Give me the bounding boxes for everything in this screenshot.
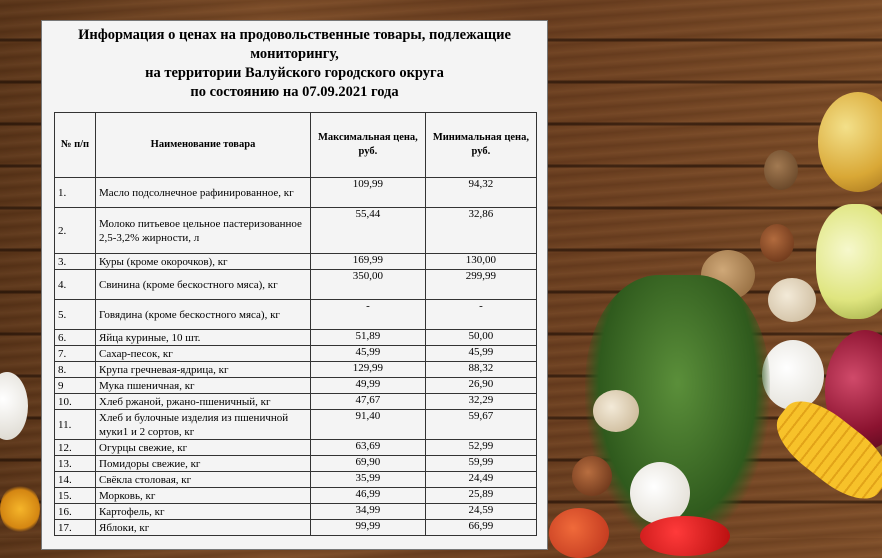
price-document — [41, 20, 548, 550]
cell-min: 66,99 — [425, 520, 536, 536]
table-row — [55, 440, 537, 456]
cell-name: Свёкла столовая, кг — [96, 472, 311, 488]
cell-n: 4. — [55, 270, 96, 300]
cell-n: 3. — [55, 254, 96, 270]
table-row — [55, 488, 537, 504]
cell-name: Хлеб ржаной, ржано-пшеничный, кг — [96, 394, 311, 410]
cell-name: Яйца куриные, 10 шт. — [96, 330, 311, 346]
cell-min: 25,89 — [425, 488, 536, 504]
table-row — [55, 378, 537, 394]
nutmeg-image — [764, 150, 798, 190]
cell-max: 35,99 — [311, 472, 426, 488]
price-table — [54, 112, 537, 536]
title-line-4: по состоянию на 07.09.2021 года — [190, 84, 399, 100]
header-min: Минимальная цена, руб. — [425, 113, 536, 178]
cell-min: - — [425, 300, 536, 330]
cell-name: Свинина (кроме бескостного мяса), кг — [96, 270, 311, 300]
pepper-image — [816, 204, 882, 319]
table-row — [55, 300, 537, 330]
cell-min: 59,67 — [425, 410, 536, 440]
title-line-1: Информация о ценах на продовольственные товары, подлежащие — [78, 27, 511, 43]
cell-name: Огурцы свежие, кг — [96, 440, 311, 456]
cell-name: Куры (кроме окорочков), кг — [96, 254, 311, 270]
cell-n: 7. — [55, 346, 96, 362]
cell-name: Хлеб и булочные изделия из пшеничной муки1 и 2 сортов, кг — [96, 410, 311, 440]
cell-max: 55,44 — [311, 208, 426, 254]
cell-name: Мука пшеничная, кг — [96, 378, 311, 394]
cell-min: 24,49 — [425, 472, 536, 488]
table-row — [55, 362, 537, 378]
cell-min: 299,99 — [425, 270, 536, 300]
table-row — [55, 394, 537, 410]
table-row — [55, 178, 537, 208]
table-row — [55, 208, 537, 254]
cell-min: 32,29 — [425, 394, 536, 410]
cell-min: 50,00 — [425, 330, 536, 346]
table-row — [55, 330, 537, 346]
price-table-body — [55, 178, 537, 536]
cell-n: 5. — [55, 300, 96, 330]
cell-n: 8. — [55, 362, 96, 378]
cell-min: 59,99 — [425, 456, 536, 472]
tomato-image — [549, 508, 609, 558]
cell-name: Молоко питьевое цельное пастеризованное 2,5-3,2% жирности, л — [96, 208, 311, 254]
cell-n: 10. — [55, 394, 96, 410]
garlic-image — [762, 340, 824, 410]
cell-min: 94,32 — [425, 178, 536, 208]
cell-max: 91,40 — [311, 410, 426, 440]
cell-max: - — [311, 300, 426, 330]
cell-max: 46,99 — [311, 488, 426, 504]
red-pepper-image — [640, 516, 730, 556]
table-row — [55, 504, 537, 520]
cell-min: 130,00 — [425, 254, 536, 270]
cell-max: 51,89 — [311, 330, 426, 346]
chestnut-image — [760, 224, 794, 262]
title-line-3: на территории Валуйского городского округа — [145, 65, 444, 81]
pear-image — [818, 92, 882, 192]
cell-min: 24,59 — [425, 504, 536, 520]
cell-n: 15. — [55, 488, 96, 504]
cell-max: 350,00 — [311, 270, 426, 300]
cell-max: 45,99 — [311, 346, 426, 362]
title-line-2: мониторингу, — [250, 46, 339, 62]
cell-max: 129,99 — [311, 362, 426, 378]
table-row — [55, 520, 537, 536]
quail-egg-image-2 — [593, 390, 639, 432]
cell-max: 169,99 — [311, 254, 426, 270]
header-num: № п/п — [55, 113, 96, 178]
flower-image — [0, 484, 40, 534]
cell-n: 14. — [55, 472, 96, 488]
cell-name: Говядина (кроме бескостного мяса), кг — [96, 300, 311, 330]
cell-min: 26,90 — [425, 378, 536, 394]
cell-name: Сахар-песок, кг — [96, 346, 311, 362]
table-row — [55, 472, 537, 488]
cell-name: Помидоры свежие, кг — [96, 456, 311, 472]
quail-egg-image — [768, 278, 816, 322]
garlic-image-left — [0, 372, 28, 440]
table-row — [55, 270, 537, 300]
header-max: Максимальная цена, руб. — [311, 113, 426, 178]
cell-name: Морковь, кг — [96, 488, 311, 504]
chestnut-image-2 — [572, 456, 612, 496]
table-row — [55, 456, 537, 472]
header-name: Наименование товара — [96, 113, 311, 178]
cell-n: 13. — [55, 456, 96, 472]
cell-name: Картофель, кг — [96, 504, 311, 520]
cell-max: 99,99 — [311, 520, 426, 536]
cell-max: 34,99 — [311, 504, 426, 520]
cell-max: 47,67 — [311, 394, 426, 410]
cell-n: 1. — [55, 178, 96, 208]
table-row — [55, 254, 537, 270]
cell-min: 52,99 — [425, 440, 536, 456]
table-row — [55, 346, 537, 362]
cell-n: 2. — [55, 208, 96, 254]
cell-max: 109,99 — [311, 178, 426, 208]
cell-n: 6. — [55, 330, 96, 346]
cell-name: Крупа гречневая-ядрица, кг — [96, 362, 311, 378]
cell-n: 9 — [55, 378, 96, 394]
cell-min: 88,32 — [425, 362, 536, 378]
cell-max: 69,90 — [311, 456, 426, 472]
garlic-image-2 — [630, 462, 690, 524]
cell-min: 32,86 — [425, 208, 536, 254]
cell-n: 12. — [55, 440, 96, 456]
cell-max: 49,99 — [311, 378, 426, 394]
document-title — [42, 26, 547, 102]
cell-min: 45,99 — [425, 346, 536, 362]
cell-n: 16. — [55, 504, 96, 520]
cell-n: 11. — [55, 410, 96, 440]
cell-n: 17. — [55, 520, 96, 536]
cell-name: Яблоки, кг — [96, 520, 311, 536]
table-row — [55, 410, 537, 440]
cell-name: Масло подсолнечное рафинированное, кг — [96, 178, 311, 208]
cell-max: 63,69 — [311, 440, 426, 456]
